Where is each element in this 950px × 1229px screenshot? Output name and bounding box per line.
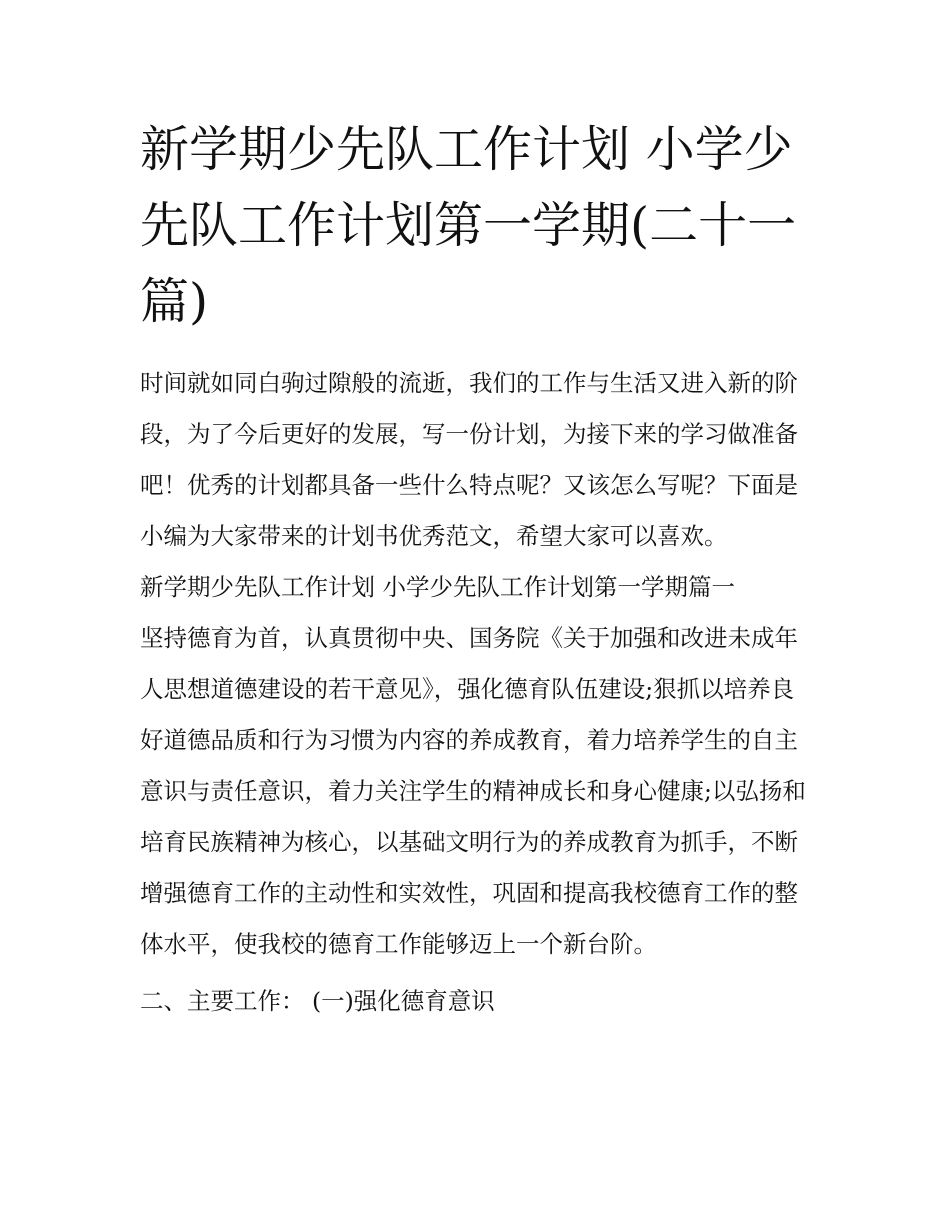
document-body [140,358,816,1027]
subsection-heading: 二、主要工作： (一)强化德育意识 [140,987,495,1015]
document-page [140,112,816,1027]
document-title: 新学期少先队工作计划 小学少先队工作计划第一学期(二十一篇) [140,121,797,330]
intro-paragraph: 时间就如同白驹过隙般的流逝，我们的工作与生活又进入新的阶段，为了今后更好的发展，写一份计划，为接下来的学习做准备吧！优秀的计划都具备一些什么特点呢？又该怎么写呢？下面是小编为大家带来的计划书优秀范文，希望大家可以喜欢。 [140,369,798,550]
body-paragraph: 坚持德育为首，认真贯彻中央、国务院《关于加强和改进未成年人思想道德建设的若干意见》，强化德育队伍建设;狠抓以培养良好道德品质和行为习惯为内容的养成教育，着力培养学生的自主意识与责任意识，着力关注学生的精神成长和身心健康;以弘扬和培育民族精神为核心，以基础文明行为的养成教育为抓手，不断增强德育工作的主动性和实效性，巩固和提高我校德育工作的整体水平，使我校的德育工作能够迈上一个新台阶。 [140,624,806,958]
section-heading: 新学期少先队工作计划 小学少先队工作计划第一学期篇一 [140,573,735,601]
